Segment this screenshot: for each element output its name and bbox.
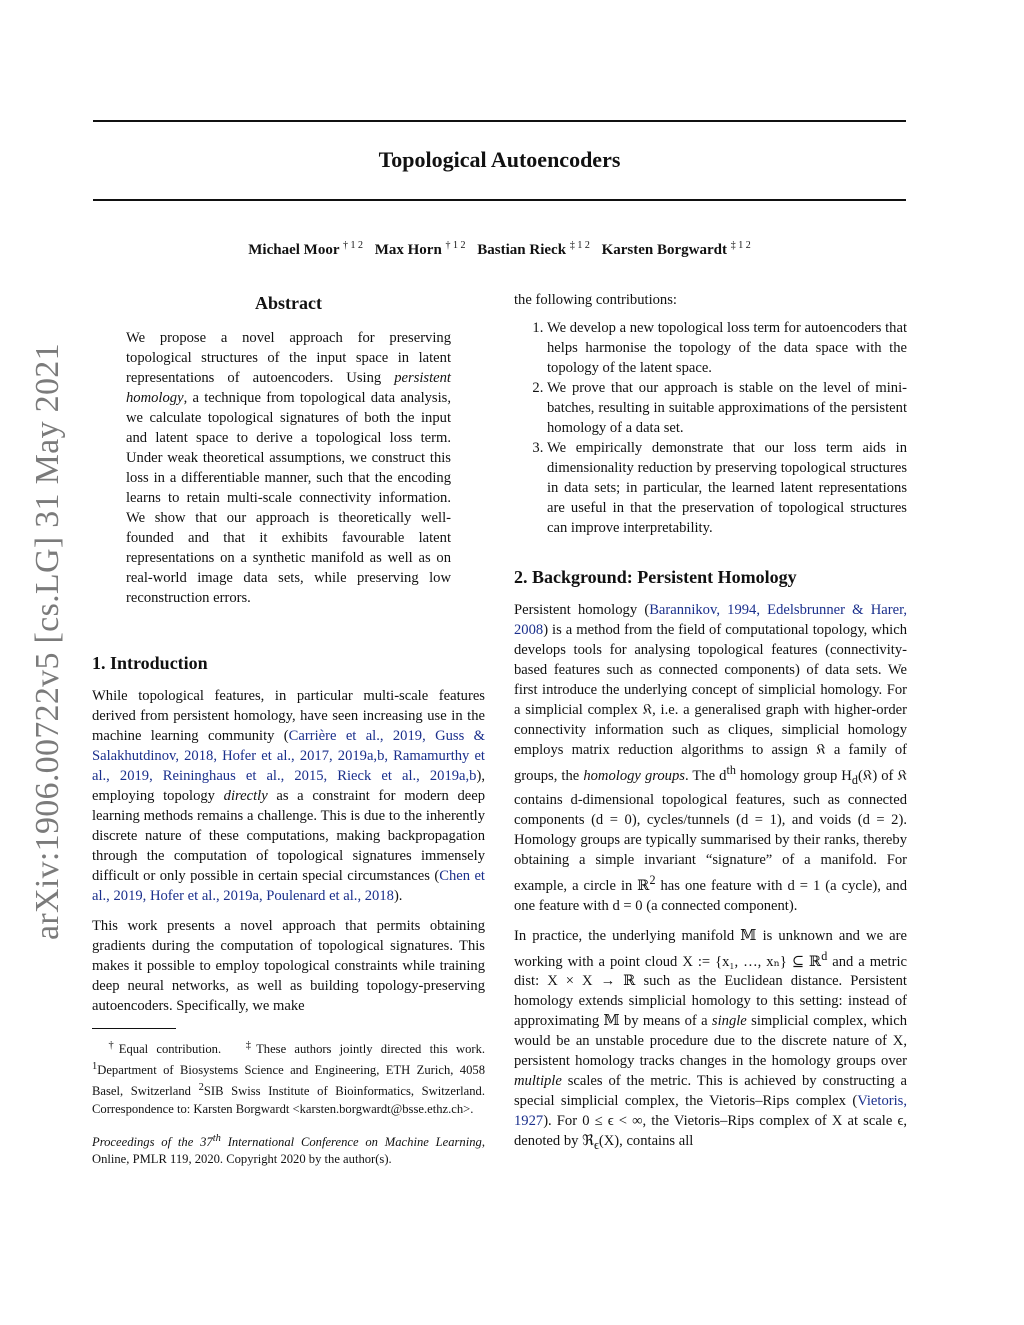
background-paragraph-2: In practice, the underlying manifold 𝕄 is unknown and we are working with a point cloud X := {x₁, …, xₙ} ⊆ ℝ$^d$ and a metric dist: X × X → ℝ such as the Euclidean distance. Persistent homology extends simplicial homology to this setting: instead of approximating 𝕄 by means of a single simplicial complex, which would be an unstable procedure due to the discrete nature of X, persistent homology tracks changes in the homology groups over multiple scales of the metric. This is achieved by constructing a special simplicial complex, the Vietoris–Rips complex (Vietoris, 1927). For 0 ≤ ϵ < ∞, the Vietoris–Rips complex of X at scale ϵ, denoted by ℜ$_\epsilon$(X), contains all [514, 927, 907, 1153]
contribution-item-3: 3. We empirically demonstrate that our loss term aids in dimensionality reduction by preserving topological structures in data sets; in particular, the learned latent representations are useful in that the preservation of topological structures can improve interpretability. [547, 438, 907, 538]
contribution-item-2: 2. We prove that our approach is stable on the level of mini-batches, resulting in suitable approximations of the persistent homology of a data set. [547, 378, 907, 438]
intro-citations-1[interactable]: Carrière et al., 2019, Guss & Salakhutdinov, 2018, Hofer et al., 2017, 2019a,b, Ramamurthy et al., 2019, Reininghaus et al., 2015, Rieck et al., 2019a,b [92, 728, 485, 784]
intro-paragraph-1: While topological features, in particular multi-scale features derived from persistent homology, have seen increasing use in the machine learning community (Carrière et al., 2019, Guss & Salakhutdinov, 2018, Hofer et al., 2017, 2019a,b, Ramamurthy et al., 2019, Reininghaus et al., 2015, Rieck et al., 2019a,b), employing topology directly as a constraint for modern deep learning methods remains a challenge. This is due to the inherently discrete nature of these computations, making backpropagation through the computation of topological signatures immensely difficult or only possible in certain special circumstances (Chen et al., 2019, Hofer et al., 2019a, Poulenard et al., 2018). [92, 688, 485, 904]
author-3: Bastian Rieck $^{\ddagger 1 2}$ [477, 240, 590, 258]
background-citations-1[interactable]: Barannikov, 1994, Edelsbrunner & Harer, 2008 [514, 602, 907, 638]
author-list [93, 236, 906, 260]
intro-citations-2[interactable]: Chen et al., 2019, Hofer et al., 2019a, Poulenard et al., 2018 [92, 868, 485, 904]
title-rule-bottom [93, 199, 906, 201]
title-rule-top [93, 120, 906, 122]
intro-paragraph-2: This work presents a novel approach that permits obtaining gradients during the computation of topological signatures. This makes it possible to employ topological constraints while training deep neural networks, as well as building topology-preserving autoencoders. Specifically, we make [92, 918, 485, 1014]
background-citation-vietoris[interactable]: Vietoris, 1927 [514, 1093, 907, 1130]
paper-title: Topological Autoencoders [378, 147, 621, 172]
abstract-text: We propose a novel approach for preserving topological structures of the input space in latent representations of autoencoders. Using persistent homology, a technique from topological data analysis, we calculate topological signatures of both the input and latent space to derive a topological loss term. Under weak theoretical assumptions, we construct this loss in a differentiable manner, such that the encoding learns to retain multi-scale connectivity information. We show that our approach is theoretically well-founded and that it exhibits favourable latent representations on a synthetic manifold as well as on real-world image data sets, while preserving low reconstruction errors. [126, 330, 451, 606]
footnotes: †Equal contribution. ‡These authors jointly directed this work. $^1$Department of Biosystems Science and Engineering, ETH Zurich, 4058 Basel, Switzerland $^2$SIB Swiss Institute of Bioinformatics, Switzerland. Correspondence to: Karsten Borgwardt <karsten.borgwardt@bsse.ethz.ch>. [92, 1040, 486, 1116]
contribution-item-1: 1. We develop a new topological loss term for autoencoders that helps harmonise the topology of the data space with the topology of the latent space. [547, 318, 907, 378]
author-4: Karsten Borgwardt $^{\ddagger 1 2}$ [601, 240, 751, 258]
footnote-divider [92, 1028, 176, 1029]
left-column [92, 290, 485, 1168]
right-column [514, 290, 907, 1155]
abstract-heading: Abstract [255, 293, 322, 313]
author-1: Michael Moor $^{\dagger 1 2}$ [248, 240, 363, 258]
section-introduction-heading: 1. Introduction [92, 653, 208, 673]
contributions-lead: the following contributions: [514, 292, 677, 308]
contributions-list [514, 318, 907, 538]
arxiv-identifier: arXiv:1906.00722v5 [cs.LG] 31 May 2021 [29, 343, 66, 940]
proceedings-note: Proceedings of the 37th International Conference on Machine Learning, Online, PMLR 119, 2020. Copyright 2020 by the author(s). [92, 1132, 485, 1166]
author-2: Max Horn $^{\dagger 1 2}$ [374, 240, 466, 258]
section-background-heading: 2. Background: Persistent Homology [514, 567, 797, 587]
background-paragraph-1: Persistent homology (Barannikov, 1994, Edelsbrunner & Harer, 2008) is a method from the field of computational topology, which develops tools for analysing topological features (connectivity-based features such as connected components) of data sets. We first introduce the underlying concept of simplicial homology. For a simplicial complex 𝔎, i.e. a generalised graph with higher-order connectivity information such as cliques, simplicial homology employs matrix reduction algorithms to assign 𝔎 a family of groups, the homology groups. The $d^{th}$ homology group $H_d(𝔎)$ of 𝔎 contains d-dimensional topological features, such as connected components (d = 0), cycles/tunnels (d = 1), and voids (d = 2). Homology groups are typically summarised by their ranks, thereby obtaining a simple invariant “signature” of a manifold. For example, a circle in ℝ$^2$ has one feature with d = 1 (a cycle), and one feature with d = 0 (a connected component). [514, 602, 907, 914]
